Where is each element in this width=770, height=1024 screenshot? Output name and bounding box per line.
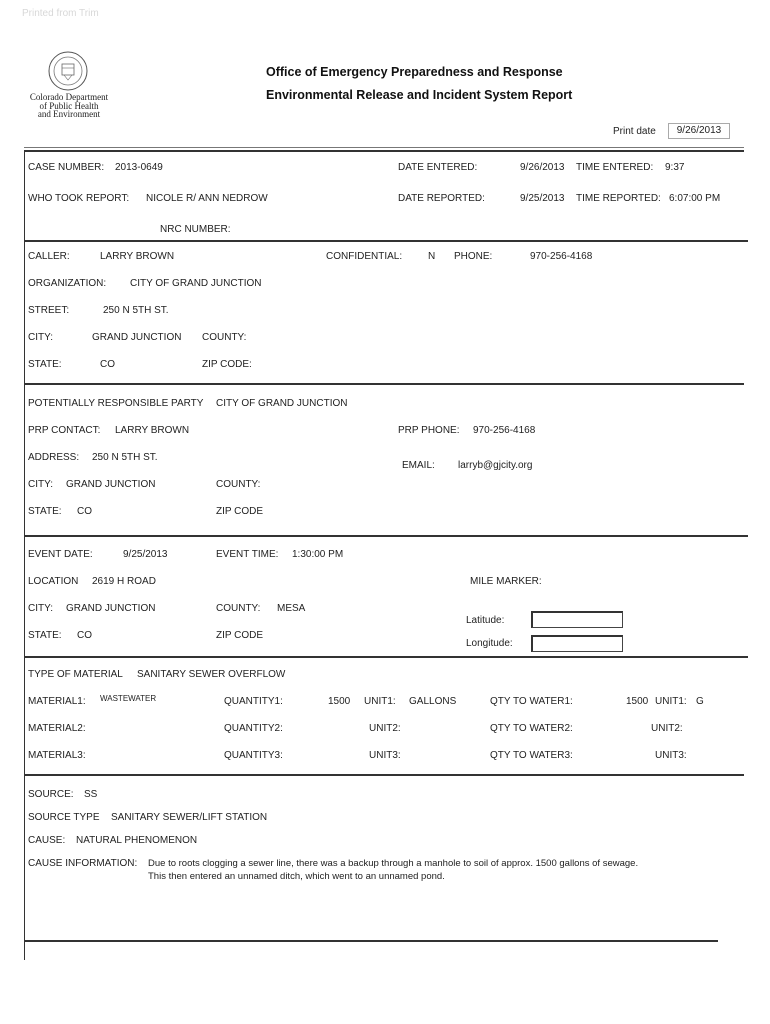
qty-to-water1-value: 1500 — [626, 696, 649, 707]
unit3-label: UNIT3: — [369, 750, 401, 761]
phone-value: 970-256-4168 — [530, 251, 593, 262]
quantity1-label: QUANTITY1: — [224, 696, 283, 707]
report-title-2: Environmental Release and Incident System Report — [266, 88, 573, 102]
material2-label: MATERIAL2: — [28, 723, 86, 734]
event-county-label: COUNTY: — [216, 603, 261, 614]
event-state-label: STATE: — [28, 630, 62, 641]
caller-value: LARRY BROWN — [100, 251, 175, 262]
prp-email-value: larryb@gjcity.org — [458, 460, 533, 471]
county-label: COUNTY: — [202, 332, 247, 343]
qty-to-water2-label: QTY TO WATER2: — [490, 723, 573, 734]
cause-information-line-2: This then entered an unnamed ditch, which went to an unnamed pond. — [148, 871, 445, 882]
dept-line-2: of Public Health — [39, 100, 99, 111]
divider — [24, 383, 744, 385]
divider — [24, 240, 748, 242]
event-county-value: MESA — [277, 603, 306, 614]
prp-address-value: 250 N 5TH ST. — [92, 452, 158, 463]
prp-contact-label: PRP CONTACT: — [28, 425, 101, 436]
case-number-label: CASE NUMBER: — [28, 162, 105, 173]
latitude-field[interactable] — [531, 611, 623, 628]
event-date-label: EVENT DATE: — [28, 549, 93, 560]
location-label: LOCATION — [28, 576, 79, 587]
quantity2-label: QUANTITY2: — [224, 723, 283, 734]
dept-line-1: Colorado Department — [29, 92, 109, 102]
date-reported-value: 9/25/2013 — [520, 193, 565, 204]
department-name — [24, 93, 114, 119]
material1-label: MATERIAL1: — [28, 696, 86, 707]
time-entered-value: 9:37 — [665, 162, 685, 173]
latitude-label: Latitude: — [466, 615, 505, 626]
dept-line-3: and Environment — [37, 109, 101, 119]
time-reported-value: 6:07:00 PM — [669, 193, 721, 204]
confidential-label: CONFIDENTIAL: — [326, 251, 403, 262]
prp-phone-value: 970-256-4168 — [473, 425, 536, 436]
street-label: STREET: — [28, 305, 70, 316]
who-took-report-value: NICOLE R/ ANN NEDROW — [146, 193, 268, 204]
unit1-label: UNIT1: — [364, 696, 396, 707]
event-state-value: CO — [77, 630, 92, 641]
left-border — [24, 150, 25, 960]
report-title-1: Office of Emergency Preparedness and Response — [266, 65, 563, 79]
divider — [24, 150, 744, 152]
event-date-value: 9/25/2013 — [123, 549, 168, 560]
city-value: GRAND JUNCTION — [92, 332, 182, 343]
source-type-value: SANITARY SEWER/LIFT STATION — [111, 812, 268, 823]
unit2-label: UNIT2: — [369, 723, 401, 734]
prp-contact-value: LARRY BROWN — [115, 425, 190, 436]
divider — [24, 940, 718, 942]
city-label: CITY: — [28, 332, 54, 343]
print-date-label: Print date — [613, 126, 656, 137]
street-value: 250 N 5TH ST. — [103, 305, 169, 316]
organization-label: ORGANIZATION: — [28, 278, 107, 289]
event-zip-code-label: ZIP CODE — [216, 630, 264, 641]
longitude-field[interactable] — [531, 635, 623, 652]
cause-label: CAUSE: — [28, 835, 66, 846]
divider — [24, 535, 748, 537]
material1-value: WASTEWATER — [100, 694, 157, 703]
prp-county-label: COUNTY: — [216, 479, 261, 490]
prp-email-label: EMAIL: — [402, 460, 435, 471]
divider — [24, 656, 748, 658]
location-value: 2619 H ROAD — [92, 576, 156, 587]
nrc-number-label: NRC NUMBER: — [160, 224, 231, 235]
state-label: STATE: — [28, 359, 62, 370]
divider — [24, 147, 744, 148]
divider — [24, 774, 744, 776]
prp-phone-label: PRP PHONE: — [398, 425, 460, 436]
date-entered-label: DATE ENTERED: — [398, 162, 478, 173]
material-type-value: SANITARY SEWER OVERFLOW — [137, 669, 286, 680]
prp-label: POTENTIALLY RESPONSIBLE PARTY — [28, 398, 204, 409]
organization-value: CITY OF GRAND JUNCTION — [130, 278, 262, 289]
print-date-value: 9/26/2013 — [668, 123, 730, 139]
prp-zip-code-label: ZIP CODE — [216, 506, 264, 517]
caller-label: CALLER: — [28, 251, 70, 262]
source-type-label: SOURCE TYPE — [28, 812, 100, 823]
material3-label: MATERIAL3: — [28, 750, 86, 761]
who-took-report-label: WHO TOOK REPORT: — [28, 193, 130, 204]
quantity1-value: 1500 — [328, 696, 351, 707]
qty-to-water3-label: QTY TO WATER3: — [490, 750, 573, 761]
material-type-label: TYPE OF MATERIAL — [28, 669, 123, 680]
cause-information-label: CAUSE INFORMATION: — [28, 858, 138, 869]
zip-code-label: ZIP CODE: — [202, 359, 252, 370]
water-unit2-label: UNIT2: — [651, 723, 683, 734]
prp-value: CITY OF GRAND JUNCTION — [216, 398, 348, 409]
case-number-value: 2013-0649 — [115, 162, 163, 173]
event-time-label: EVENT TIME: — [216, 549, 279, 560]
event-city-value: GRAND JUNCTION — [66, 603, 156, 614]
confidential-value: N — [428, 251, 436, 262]
source-label: SOURCE: — [28, 789, 74, 800]
event-city-label: CITY: — [28, 603, 54, 614]
prp-state-value: CO — [77, 506, 92, 517]
event-time-value: 1:30:00 PM — [292, 549, 344, 560]
state-seal-logo — [38, 50, 98, 95]
state-value: CO — [100, 359, 115, 370]
unit1-value: GALLONS — [409, 696, 457, 707]
date-entered-value: 9/26/2013 — [520, 162, 565, 173]
quantity3-label: QUANTITY3: — [224, 750, 283, 761]
cause-information-line-1: Due to roots clogging a sewer line, there was a backup through a manhole to soil of approx. 1500 gallons of sewage. — [148, 858, 639, 869]
prp-state-label: STATE: — [28, 506, 62, 517]
water-unit1-value: G — [696, 696, 704, 707]
cause-value: NATURAL PHENOMENON — [76, 835, 198, 846]
prp-city-label: CITY: — [28, 479, 54, 490]
water-unit1-label: UNIT1: — [655, 696, 687, 707]
longitude-label: Longitude: — [466, 638, 513, 649]
watermark: Printed from Trim — [22, 8, 99, 19]
phone-label: PHONE: — [454, 251, 493, 262]
time-reported-label: TIME REPORTED: — [576, 193, 661, 204]
prp-address-label: ADDRESS: — [28, 452, 80, 463]
date-reported-label: DATE REPORTED: — [398, 193, 485, 204]
mile-marker-label: MILE MARKER: — [470, 576, 542, 587]
time-entered-label: TIME ENTERED: — [576, 162, 654, 173]
prp-city-value: GRAND JUNCTION — [66, 479, 156, 490]
source-value: SS — [84, 789, 98, 800]
qty-to-water1-label: QTY TO WATER1: — [490, 696, 573, 707]
water-unit3-label: UNIT3: — [655, 750, 687, 761]
